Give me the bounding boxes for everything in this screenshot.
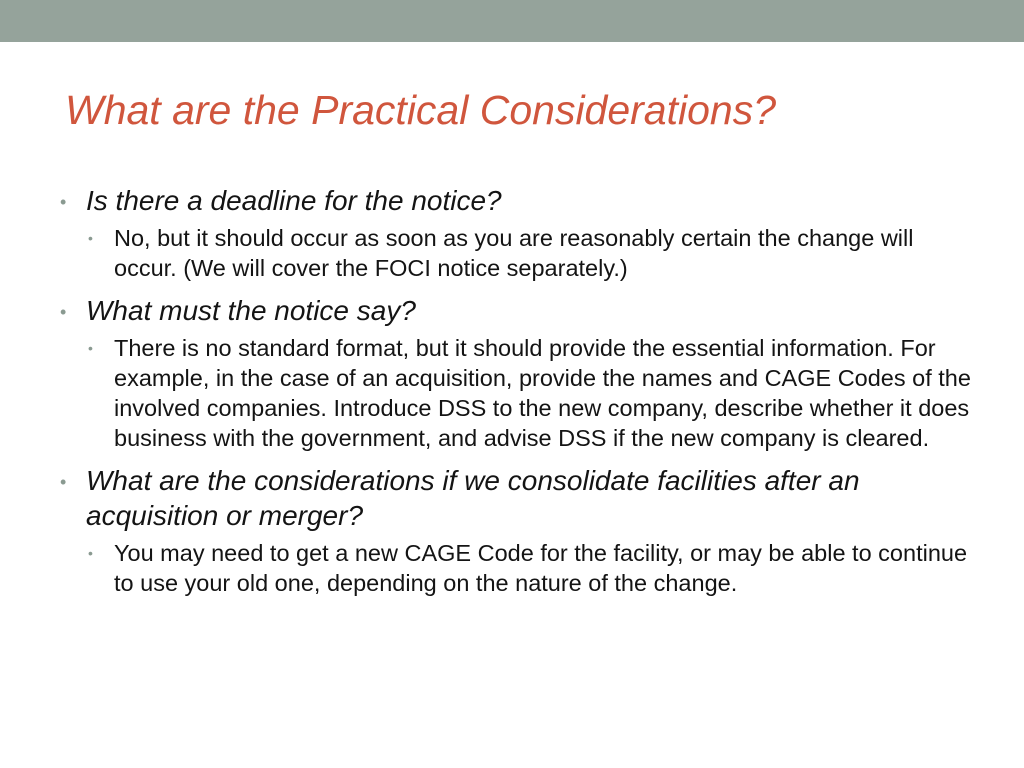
answer-item-2 <box>88 333 980 453</box>
question-item-3 <box>60 463 980 533</box>
answer-item-3 <box>88 538 980 598</box>
question-item-2 <box>60 293 980 328</box>
bullet-icon: • <box>60 192 67 212</box>
question-text: What must the notice say? <box>86 295 416 326</box>
answer-text: No, but it should occur as soon as you are reasonably certain the change will occur. (We will cover the FOCI notice separately.) <box>114 225 914 281</box>
answer-text: There is no standard format, but it should provide the essential information. For example, in the case of an acquisition, provide the names and CAGE Codes of the involved companies. Introduce DSS to the new company, describe whether it does business with the government, and advise DSS if the new company is cleared. <box>114 335 971 451</box>
sub-bullet-icon: • <box>88 545 93 561</box>
sub-bullet-icon: • <box>88 230 93 246</box>
top-accent-band <box>0 0 1024 42</box>
bullet-icon: • <box>60 302 67 322</box>
answer-text: You may need to get a new CAGE Code for the facility, or may be able to continue to use your old one, depending on the nature of the change. <box>114 540 968 596</box>
bullet-icon: • <box>60 472 67 492</box>
question-text: What are the considerations if we consolidate facilities after an acquisition or merger? <box>86 465 860 531</box>
slide-content <box>60 183 980 598</box>
sub-bullet-icon: • <box>88 340 93 356</box>
answer-item-1 <box>88 223 980 283</box>
question-text: Is there a deadline for the notice? <box>86 185 502 216</box>
slide-title: What are the Practical Considerations? <box>65 87 777 133</box>
question-item-1 <box>60 183 980 218</box>
